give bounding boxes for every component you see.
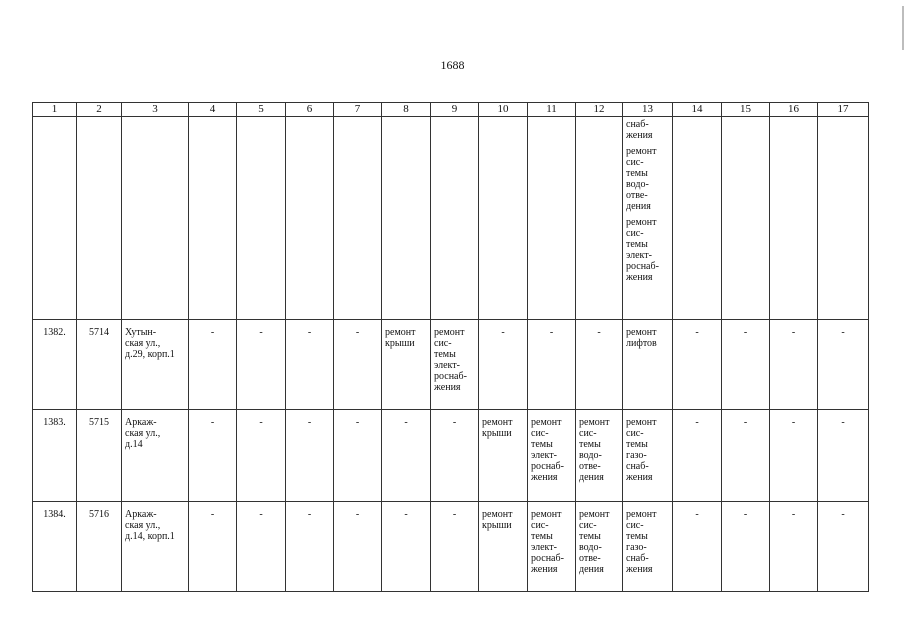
table-cell [673,117,722,320]
repair-schedule-table [32,102,869,592]
table-cell [237,117,286,320]
building-code: 5715 [77,410,122,502]
column-header: 11 [528,103,576,117]
table-cell [528,117,576,320]
column-header: 6 [286,103,334,117]
address [122,320,189,410]
work-item: ремонт сис- темы водо- отве- дения [579,509,610,575]
table-cell: - [479,320,528,410]
table-cell: - [237,410,286,502]
column-header: 14 [673,103,722,117]
table-cell: - [189,410,237,502]
table-cell: - [818,502,869,592]
table-cell-work-list [623,117,673,320]
work-item: ремонт крыши [482,417,513,439]
page-edge-mark [902,6,904,50]
column-header: 17 [818,103,869,117]
table-cell: - [286,410,334,502]
table-cell [122,117,189,320]
work-item: ремонт сис- темы элект- роснаб- жения [434,327,467,393]
column-header: 2 [77,103,122,117]
table-cell [286,117,334,320]
work-item: ремонт сис- темы газо- снаб- жения [626,417,657,483]
table-cell [623,410,673,502]
address [122,502,189,592]
table-cell [770,117,818,320]
table-cell: - [722,502,770,592]
table-cell [431,117,479,320]
table-cell [576,502,623,592]
row-number: 1383. [33,410,77,502]
work-item: ремонт сис- темы водо- отве- дения [579,417,610,483]
table-cell: - [237,320,286,410]
table-cell: - [334,410,382,502]
table-cell: - [722,410,770,502]
table-cell: - [770,410,818,502]
table-cell [77,117,122,320]
table-cell: - [286,320,334,410]
table-cell: - [673,502,722,592]
column-header: 9 [431,103,479,117]
column-header: 12 [576,103,623,117]
column-header: 10 [479,103,528,117]
work-item: ремонт крыши [482,509,513,531]
table-cell: - [334,502,382,592]
column-header: 1 [33,103,77,117]
table-cell [382,320,431,410]
table-cell [479,117,528,320]
table-cell: - [673,410,722,502]
table-row [33,410,869,502]
work-item: снаб- жения [626,119,653,141]
table-cell [528,502,576,592]
column-header: 4 [189,103,237,117]
table-cell: - [818,320,869,410]
building-code: 5714 [77,320,122,410]
table-row [33,502,869,592]
building-code: 5716 [77,502,122,592]
table-cell: - [576,320,623,410]
table-cell: - [528,320,576,410]
work-item: ремонт сис- темы элект- роснаб- жения [531,509,564,575]
table-row [33,320,869,410]
table-cell: - [189,320,237,410]
column-header: 13 [623,103,673,117]
table-cell: - [286,502,334,592]
column-header: 8 [382,103,431,117]
table-cell [431,320,479,410]
table-cell [33,117,77,320]
table-cell [479,410,528,502]
table-cell: - [431,502,479,592]
page-number: 1688 [440,58,465,72]
table-cell [576,410,623,502]
table-cell: - [770,320,818,410]
column-number-header-row [33,103,869,117]
table-cell [479,502,528,592]
table-cell [623,320,673,410]
work-item: ремонт крыши [385,327,416,349]
table-cell: - [382,502,431,592]
table-row-continuation [33,117,869,320]
table-cell: - [189,502,237,592]
table-cell [722,117,770,320]
table-cell [382,117,431,320]
row-number: 1384. [33,502,77,592]
table-cell: - [334,320,382,410]
address [122,410,189,502]
work-item: ремонт сис- темы элект- роснаб- жения [626,217,659,283]
table-cell: - [431,410,479,502]
table-cell [528,410,576,502]
table-cell: - [722,320,770,410]
column-header: 3 [122,103,189,117]
work-item: ремонт сис- темы водо- отве- дения [626,146,657,212]
table-cell [623,502,673,592]
table-cell: - [673,320,722,410]
table-cell [576,117,623,320]
address-text: Хутын- ская ул., д.29, корп.1 [125,327,175,360]
table-cell [334,117,382,320]
column-header: 7 [334,103,382,117]
address-text: Аркаж- ская ул., д.14 [125,417,161,450]
table-cell [189,117,237,320]
table-cell [818,117,869,320]
column-header: 16 [770,103,818,117]
work-item: ремонт сис- темы элект- роснаб- жения [531,417,564,483]
column-header: 5 [237,103,286,117]
column-header: 15 [722,103,770,117]
address-text: Аркаж- ская ул., д.14, корп.1 [125,509,175,542]
table-cell: - [818,410,869,502]
row-number: 1382. [33,320,77,410]
table-cell: - [770,502,818,592]
table-cell: - [237,502,286,592]
table-cell: - [382,410,431,502]
work-item: ремонт лифтов [626,327,657,349]
work-item: ремонт сис- темы газо- снаб- жения [626,509,657,575]
